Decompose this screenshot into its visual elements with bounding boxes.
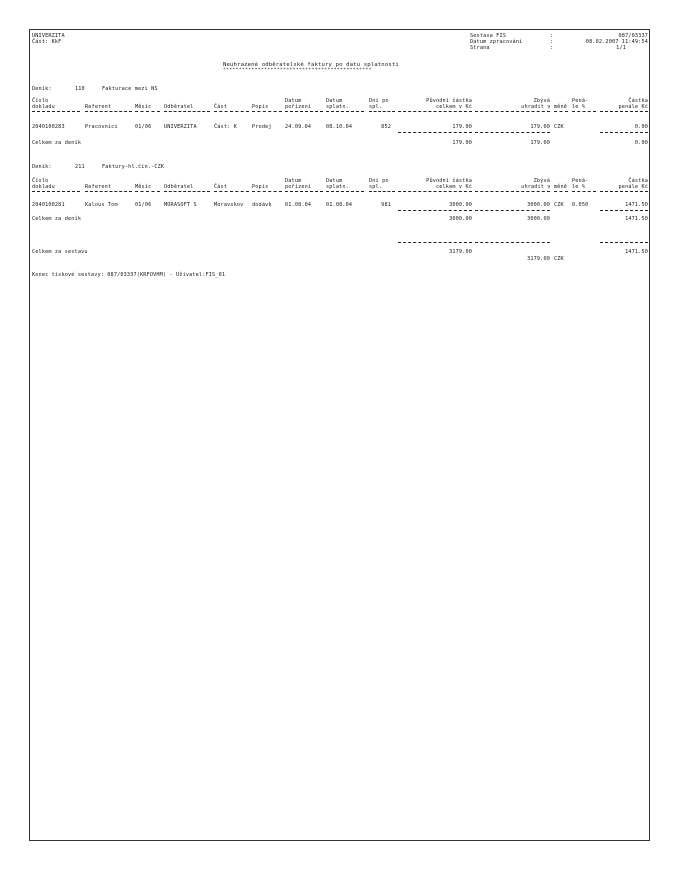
cell-mesic: 01/06 [135,202,152,208]
col-cast-header: Část [214,104,228,110]
cell-penale-kc: 0.00 [634,124,648,130]
grand-total-zbyva: 3179.00 [527,256,550,262]
report-label: Sestava FIS [470,33,507,39]
journal-total-penale: 1471.50 [625,216,648,222]
page-label: Strana [470,45,490,51]
col-popis-header: Popis [252,184,269,190]
report-number: 087/03337 [618,33,648,39]
cell-zbyva: 3000.00 [527,202,550,208]
col-zbyva-header: Zbývá [533,178,550,184]
header-rule [326,111,364,112]
header-rule [252,191,282,192]
total-rule [475,210,550,211]
col-cislo-header: dokladu [32,104,55,110]
col-datum-poriz-header: Datum [285,98,302,104]
grand-total-rule [475,242,550,243]
header-colon: : [550,33,554,39]
col-datum-poriz-header: pořízení [285,184,312,190]
header-rule [85,191,132,192]
header-rule [164,191,210,192]
col-popis-header: Popis [252,104,269,110]
col-odberatel-header: Odběratel [164,184,194,190]
grand-total-mena: CZK [554,256,564,262]
cell-datum-splatn: 01.08.04 [326,202,353,208]
header-rule [164,111,210,112]
total-rule [398,132,472,133]
cell-referent: Pracovnici [85,124,118,130]
header-rule [475,191,550,192]
cell-dni: 981 [381,202,391,208]
cell-datum-splatn: 08.10.04 [326,124,353,130]
journal-code: 211 [75,164,85,170]
col-referent-header: Referent [85,184,112,190]
header-rule [572,111,596,112]
header-rule [554,111,568,112]
col-dni-header: Dni po [369,178,389,184]
cell-referent: Kalous Tom [85,202,118,208]
journal-name: Faktury-hl.čin.-CZK [102,164,165,170]
report-end-line: Konec tiskové sestavy: 087/03337(KRFOVHM) - Uživatel:FIS_01 [32,272,226,278]
header-rule [572,191,596,192]
cell-mesic: 01/06 [135,124,152,130]
journal-total-puvodni: 179.00 [452,140,472,146]
header-rule [600,111,648,112]
journal-total-label: Celkem za deník [32,140,82,146]
col-penale-kc-header: penále Kč [618,184,648,190]
header-rule [32,111,80,112]
header-rule [214,191,249,192]
cell-mena: CZK [554,124,564,130]
grand-total-penale: 1471.50 [625,249,648,255]
cell-popis: dodávk [252,202,272,208]
header-rule [214,111,249,112]
journal-total-zbyva: 3000.00 [527,216,550,222]
processed-label: Datum zpracování [470,39,523,45]
col-datum-splatn-header: splatn. [326,104,349,110]
header-colon: : [550,45,554,51]
cell-datum-poriz: 01.08.04 [285,202,312,208]
cell-cislo: 2040100283 [32,124,65,130]
grand-total-puvodni: 3179.00 [449,249,472,255]
header-rule [32,191,80,192]
org-name: UNIVERZITA [32,33,65,39]
cell-dni: 852 [381,124,391,130]
col-datum-poriz-header: pořízení [285,104,312,110]
col-referent-header: Referent [85,104,112,110]
cell-cast: Moravskov [214,202,244,208]
col-dni-header: Dni po [369,98,389,104]
col-zbyva-header: uhradit v měně [521,104,567,110]
cell-cislo: 2040100281 [32,202,65,208]
journal-name: Fakturace mezi NS [102,86,158,92]
col-penale-kc-header: penále Kč [618,104,648,110]
col-cast-header: Část [214,184,228,190]
header-rule [600,191,648,192]
header-rule [398,191,472,192]
col-cislo-header: dokladu [32,184,55,190]
col-cislo-header: Číslo [32,178,49,184]
header-rule [369,191,395,192]
cell-penale-kc: 1471.50 [625,202,648,208]
total-rule [600,210,648,211]
col-datum-splatn-header: Datum [326,178,343,184]
journal-total-puvodni: 3000.00 [449,216,472,222]
report-page [29,29,650,841]
title-underline: *********************************************** [223,68,372,73]
col-zbyva-header: Zbývá [533,98,550,104]
header-colon: : [550,39,554,45]
processed-datetime: 08.02.2007 11:49:54 [585,39,648,45]
grand-total-rule [398,242,472,243]
journal-label: Deník: [32,164,52,170]
cell-puvodni: 179.00 [452,124,472,130]
org-part: Část: KkF [32,39,62,45]
col-penale-kc-header: Částka [628,98,648,104]
page-number: 1/1 [616,45,626,51]
col-dni-header: spl. [369,184,383,190]
header-rule [285,191,323,192]
col-puvodni-header: celkem v Kč [435,184,472,190]
total-rule [475,132,550,133]
col-puvodni-header: celkem v Kč [435,104,472,110]
journal-total-penale: 0.00 [634,140,648,146]
cell-cast: Část: K [214,124,237,130]
total-rule [398,210,472,211]
col-penale-pct-header: Pená- [572,98,589,104]
col-zbyva-header: uhradit v měně [521,184,567,190]
journal-total-zbyva: 179.00 [530,140,550,146]
cell-zbyva: 179.00 [530,124,550,130]
col-penale-pct-header: le % [572,104,586,110]
col-datum-poriz-header: Datum [285,178,302,184]
journal-code: 110 [75,86,85,92]
col-cislo-header: Číslo [32,98,49,104]
header-rule [285,111,323,112]
header-rule [326,191,364,192]
grand-total-label: Celkem za sestavu [32,249,88,255]
header-rule [369,111,395,112]
header-rule [398,111,472,112]
journal-total-label: Celkem za deník [32,216,82,222]
col-odberatel-header: Odběratel [164,104,194,110]
cell-mena: CZK [554,202,564,208]
header-rule [554,191,568,192]
col-puvodni-header: Původní částka [426,98,472,104]
cell-popis: Prodej [252,124,272,130]
cell-penale-pct: 0.050 [572,202,589,208]
cell-datum-poriz: 24.09.04 [285,124,312,130]
header-rule [135,191,160,192]
cell-odberatel: UNIVERZITA [164,124,197,130]
col-penale-kc-header: Částka [628,178,648,184]
header-rule [85,111,132,112]
report-title: Neuhrazené odběratelské faktury po datu splatnosti [223,62,399,68]
col-datum-splatn-header: Datum [326,98,343,104]
header-rule [135,111,160,112]
grand-total-rule [600,242,648,243]
header-rule [252,111,282,112]
col-mesic-header: Měsíc [135,184,152,190]
col-datum-splatn-header: splatn. [326,184,349,190]
col-mesic-header: Měsíc [135,104,152,110]
cell-puvodni: 3000.00 [449,202,472,208]
col-penale-pct-header: le % [572,184,586,190]
cell-odberatel: MORASOFT S [164,202,197,208]
journal-label: Deník: [32,86,52,92]
header-rule [475,111,550,112]
total-rule [600,132,648,133]
col-penale-pct-header: Pená- [572,178,589,184]
col-puvodni-header: Původní částka [426,178,472,184]
col-dni-header: spl. [369,104,383,110]
